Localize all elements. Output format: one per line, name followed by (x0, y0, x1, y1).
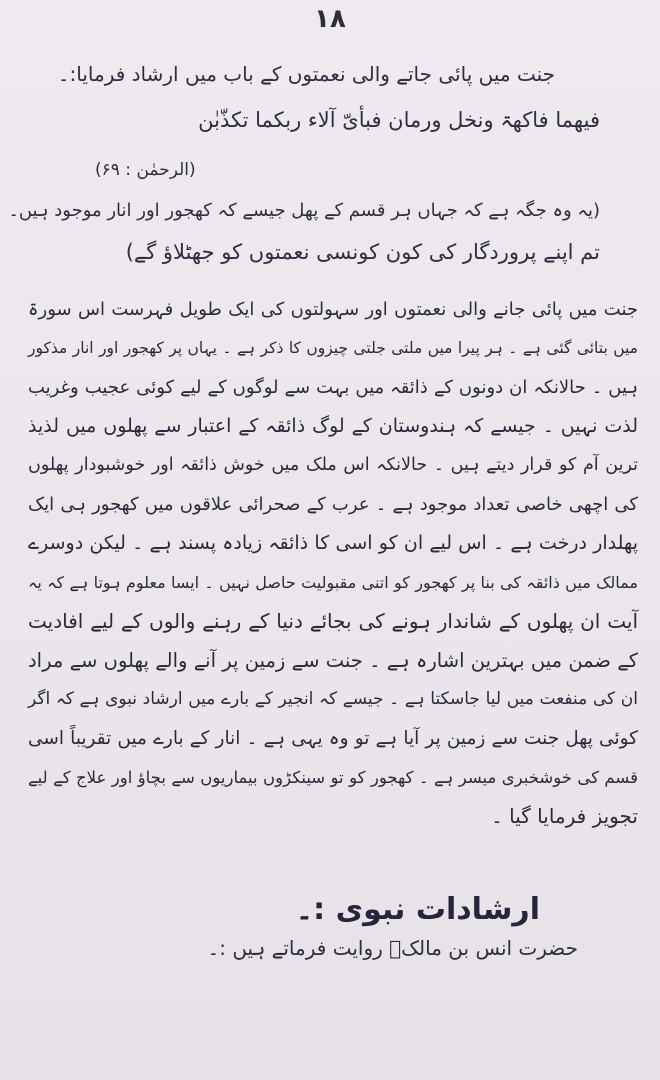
verse-citation: (الرحمٰن : ۶۹) (95, 160, 196, 180)
paragraph-line: ممالک میں ذائقہ کی بنا پر کھجور کو اتنی مقبولیت حاصل نہیں ۔ ایسا معلوم ہوتا ہے کہ یہ (28, 573, 638, 592)
paragraph-line: قسم کی خوشخبری میسر ہے ۔ کھجور کو تو سینکڑوں بیماریوں سے بچاؤ اور علاج کے لیے (28, 768, 638, 787)
translation-line-2: تم اپنے پروردگار کی کون کونسی نعمتوں کو جھٹلاؤ گے) (125, 240, 600, 264)
paragraph-line: کے ضمن میں بہترین اشارہ ہے ۔ جنت سے زمین پر آنے والے پھلوں سے مراد (28, 649, 638, 672)
page-number: ۱۸ (314, 4, 346, 34)
commentary-paragraph (28, 290, 638, 836)
paragraph-line: ہیں ۔ حالانکہ ان دونوں کے ذائقہ میں بہت سے لوگوں کے لیے کوئی عجیب وغریب (28, 377, 638, 398)
translation-line-1: (یہ وہ جگہ ہے کہ جہاں ہر قسم کے پھل جیسے کہ کھجور اور انار موجود ہیں۔ (8, 200, 600, 221)
paragraph-line: پھلدار درخت ہے ۔ اس لیے ان کو اسی کا ذائقہ زیادہ پسند ہے ۔ لیکن دوسرے (28, 532, 638, 554)
paragraph-line: ترین آم کو قرار دیتے ہیں ۔ حالانکہ اس ملک میں خوش ذائقہ اور خوشبودار پھلوں (28, 455, 638, 475)
narration-line: حضرت انس بن مالکؓ روایت فرماتے ہیں :۔ (207, 936, 578, 960)
paragraph-line: میں بتائی گئی ہے ۔ ہر پیرا میں ملتی جلتی چیزوں کا ذکر ہے ۔ یہاں پر کھجور اور انار مذکور (28, 339, 638, 357)
intro-line: جنت میں پائی جاتے والی نعمتوں کے باب میں ارشاد فرمایا:۔ (57, 62, 555, 86)
paragraph-line: کی اچھی خاصی تعداد موجود ہے ۔ عرب کے صحرائی علاقوں میں کھجور ہی ایک (28, 494, 638, 515)
paragraph-line: کوئی پھل جنت سے زمین پر آیا ہے تو وہ یہی ہے ۔ انار کے بارے میں تقریباً اسی (28, 728, 638, 749)
paragraph-line: ان کی منفعت میں لیا جاسکتا ہے ۔ جیسے کہ انجیر کے بارے میں ارشاد نبوی ہے کہ اگر (28, 689, 638, 709)
quran-verse: فیھما فاکھۃ ونخل ورمان فبأیّ آلاء ربکما تکذّبٰن (198, 108, 600, 132)
section-heading: ارشادات نبوی :۔ (295, 892, 540, 927)
paragraph-line: جنت میں پائی جانے والی نعمتوں اور سہولتوں کی ایک طویل فہرست اس سورۃ (28, 299, 638, 320)
paragraph-line: آیت ان پھلوں کے شاندار ہونے کی بجائے دنیا کے رہنے والوں کے لیے افادیت (28, 609, 638, 633)
paragraph-line: لذت نہیں ۔ جیسے کہ ہندوستان کے لوگ ذائقہ کے اعتبار سے پھلوں میں لذیذ (28, 415, 638, 437)
paragraph-line: تجویز فرمایا گیا ۔ (491, 804, 638, 828)
